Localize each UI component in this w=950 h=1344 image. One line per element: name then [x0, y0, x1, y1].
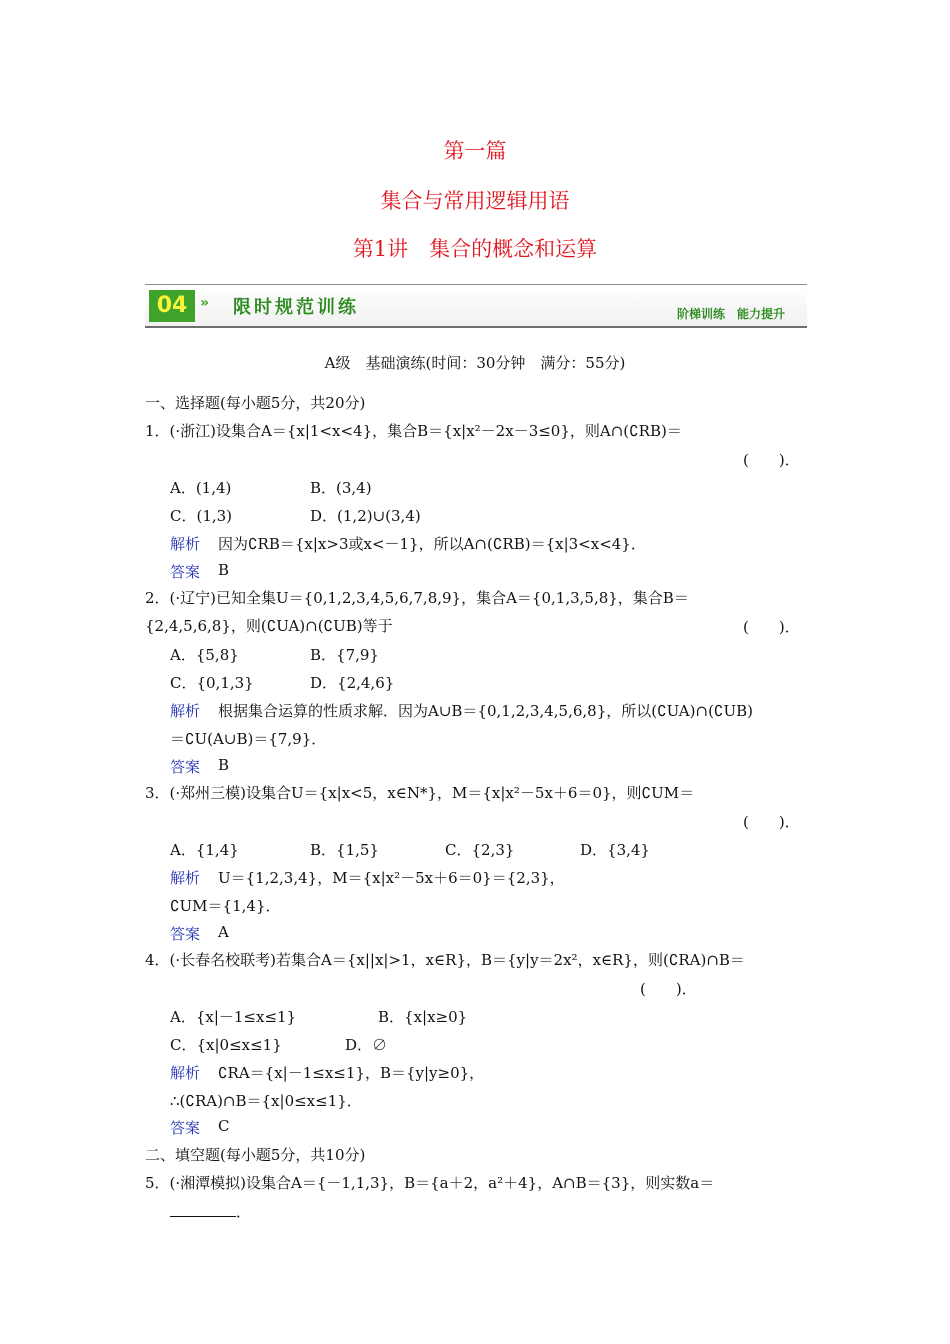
- option-c: C．(1,3): [170, 507, 233, 525]
- option-b: B．{x|x≥0}: [378, 1008, 468, 1026]
- answer-paren: ( )．: [743, 451, 800, 469]
- section-banner: [145, 284, 807, 328]
- option-d: D．(1,2)∪(3,4): [310, 507, 421, 525]
- option-b: B．(3,4): [310, 479, 372, 497]
- question-stem-cont: {2,4,5,6,8}，则(∁UA)∩(∁UB)等于: [145, 617, 393, 635]
- option-b: B．{7,9}: [310, 646, 379, 664]
- analysis-text: 因为∁RB＝{x|x>3或x<－1}，所以A∩(∁RB)＝{x|3<x<4}．: [218, 535, 646, 553]
- question-stem: 5．(·湘潭模拟)设集合A＝{－1,1,3}，B＝{a＋2，a²＋4}，A∩B＝{3}，则实数a＝: [145, 1174, 715, 1192]
- option-d: D．∅: [345, 1036, 388, 1054]
- answer-paren: ( )．: [743, 813, 800, 831]
- option-c: C．{x|0≤x≤1}: [170, 1036, 282, 1054]
- banner-subtitle: 阶梯训练 能力提升: [676, 307, 785, 321]
- analysis-text: ∁RA＝{x|－1≤x≤1}，B＝{y|y≥0}，: [218, 1064, 485, 1082]
- grade-line: A级 基础演练(时间：30分钟 满分：55分): [324, 354, 626, 372]
- answer-value: B: [218, 561, 230, 579]
- analysis-label: 解析: [170, 1064, 201, 1082]
- section-heading: 二、填空题(每小题5分，共10分): [145, 1146, 366, 1164]
- answer-label: 答案: [170, 1119, 201, 1137]
- question-stem: 2．(·辽宁)已知全集U＝{0,1,2,3,4,5,6,7,8,9}，集合A＝{0,1,3,5,8}，集合B＝: [145, 589, 689, 607]
- analysis-label: 解析: [170, 869, 201, 887]
- option-a: A．{1,4}: [170, 841, 239, 859]
- answer-value: C: [218, 1117, 230, 1135]
- answer-paren: ( )．: [743, 618, 800, 636]
- chapter-title: 集合与常用逻辑用语: [380, 189, 570, 213]
- analysis-text-cont: ∴(∁RA)∩B＝{x|0≤x≤1}．: [170, 1092, 362, 1110]
- answer-label: 答案: [170, 925, 201, 943]
- answer-label: 答案: [170, 758, 201, 776]
- blank-tail: ．: [236, 1203, 252, 1221]
- lesson-title: 第1讲 集合的概念和运算: [352, 237, 598, 261]
- answer-label: 答案: [170, 563, 201, 581]
- part-title: 第一篇: [443, 139, 507, 163]
- fill-blank: [170, 1201, 251, 1222]
- analysis-text-cont: ∁UM＝{1,4}．: [170, 897, 281, 915]
- analysis-text: U＝{1,2,3,4}，M＝{x|x²－5x＋6＝0}＝{2,3}，: [218, 869, 565, 887]
- analysis-label: 解析: [170, 702, 201, 720]
- option-a: A．{5,8}: [170, 646, 239, 664]
- answer-paren: ( )．: [640, 980, 697, 998]
- option-c: C．{2,3}: [445, 841, 515, 859]
- analysis-text-cont: ＝∁U(A∪B)＝{7,9}．: [170, 730, 327, 748]
- analysis-label: 解析: [170, 535, 201, 553]
- banner-title: 限时规范训练: [233, 297, 359, 318]
- option-b: B．{1,5}: [310, 841, 379, 859]
- question-stem: 1．(·浙江)设集合A＝{x|1<x<4}，集合B＝{x|x²－2x－3≤0}，则A∩(∁RB)＝: [145, 422, 682, 440]
- option-d: D．{3,4}: [580, 841, 650, 859]
- answer-value: B: [218, 756, 230, 774]
- option-c: C．{0,1,3}: [170, 674, 254, 692]
- answer-value: A: [218, 923, 229, 941]
- blank-line: [170, 1202, 236, 1217]
- option-d: D．{2,4,6}: [310, 674, 395, 692]
- banner-badge: 04: [149, 290, 195, 322]
- section-heading: 一、选择题(每小题5分，共20分): [145, 394, 366, 412]
- chevron-right-icon: »: [200, 295, 210, 311]
- analysis-text: 根据集合运算的性质求解．因为A∪B＝{0,1,2,3,4,5,6,8}，所以(∁UA)∩(∁UB): [218, 702, 753, 720]
- option-a: A．{x|－1≤x≤1}: [170, 1008, 297, 1026]
- question-stem: 3．(·郑州三模)设集合U＝{x|x<5，x∈N*}，M＝{x|x²－5x＋6＝0}，则∁UM＝: [145, 784, 695, 802]
- option-a: A．(1,4): [170, 479, 232, 497]
- question-stem: 4．(·长春名校联考)若集合A＝{x||x|>1，x∈R}，B＝{y|y＝2x²，x∈R}，则(∁RA)∩B＝: [145, 951, 745, 969]
